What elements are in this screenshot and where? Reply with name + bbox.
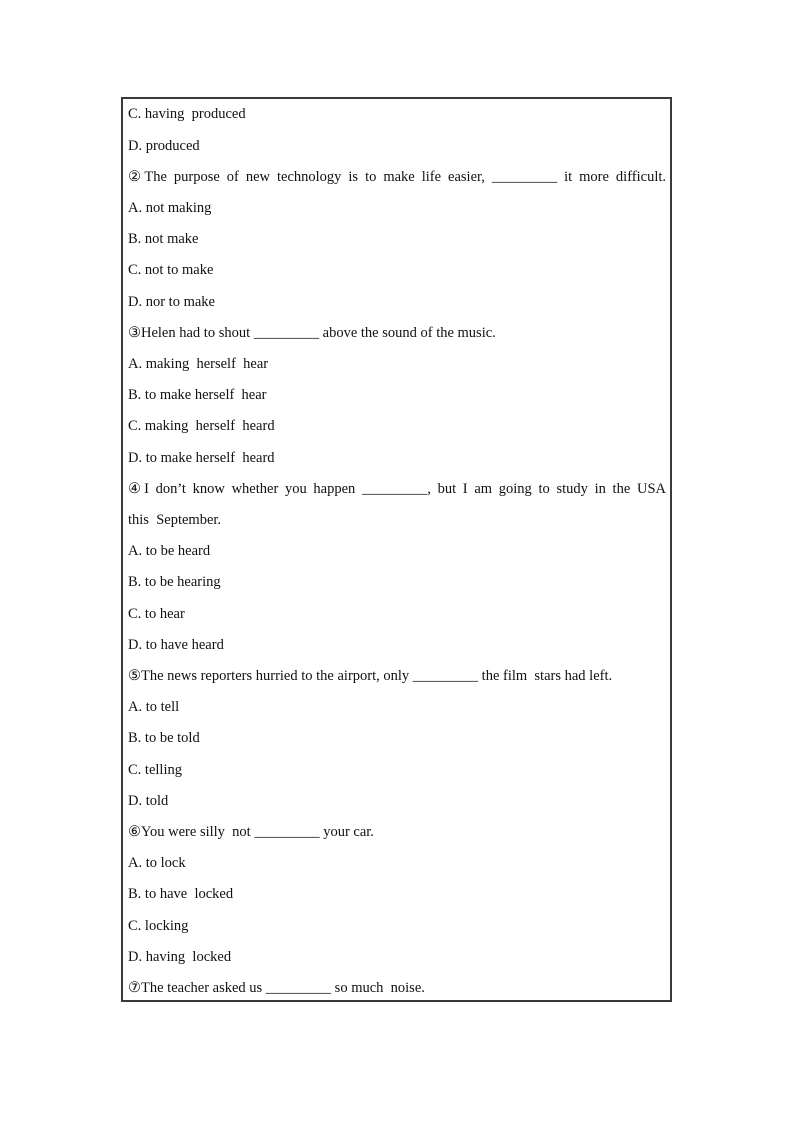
option-text: A. to tell (128, 699, 180, 715)
question-text: ②The purpose of new technology is to make life easier, _________ it more difficult. (128, 169, 666, 185)
option-text: B. to be hearing (128, 574, 221, 590)
option-text: C. telling (128, 762, 182, 778)
option-text: B. to have locked (128, 886, 234, 902)
option-text: C. not to make (128, 262, 214, 278)
question-text: ④I don’t know whether you happen _________, but I am going to study in the USA (128, 481, 666, 497)
question-text: ⑦The teacher asked us _________ so much noise. (128, 980, 425, 996)
option-text: D. produced (128, 138, 200, 154)
option-text: C. locking (128, 918, 189, 934)
option-text: D. to make herself heard (128, 450, 275, 466)
question-text: ③Helen had to shout _________ above the sound of the music. (128, 325, 496, 341)
option-text: A. to lock (128, 855, 186, 871)
option-text: A. making herself hear (128, 356, 269, 372)
option-text: C. having produced (128, 106, 246, 122)
question-text: ⑥You were silly not _________ your car. (128, 824, 374, 840)
option-text: B. to be told (128, 730, 200, 746)
option-text: D. having locked (128, 949, 232, 965)
option-text: C. making herself heard (128, 418, 275, 434)
option-text: D. told (128, 793, 169, 809)
option-text: A. not making (128, 200, 212, 216)
option-text: D. nor to make (128, 294, 215, 310)
question-text-continued: this September. (128, 512, 222, 528)
option-text: D. to have heard (128, 637, 224, 653)
option-text: B. not make (128, 231, 199, 247)
option-text: C. to hear (128, 606, 185, 622)
option-text: B. to make herself hear (128, 387, 267, 403)
question-text: ⑤The news reporters hurried to the airport, only _________ the film stars had left. (128, 668, 613, 684)
option-text: A. to be heard (128, 543, 211, 559)
